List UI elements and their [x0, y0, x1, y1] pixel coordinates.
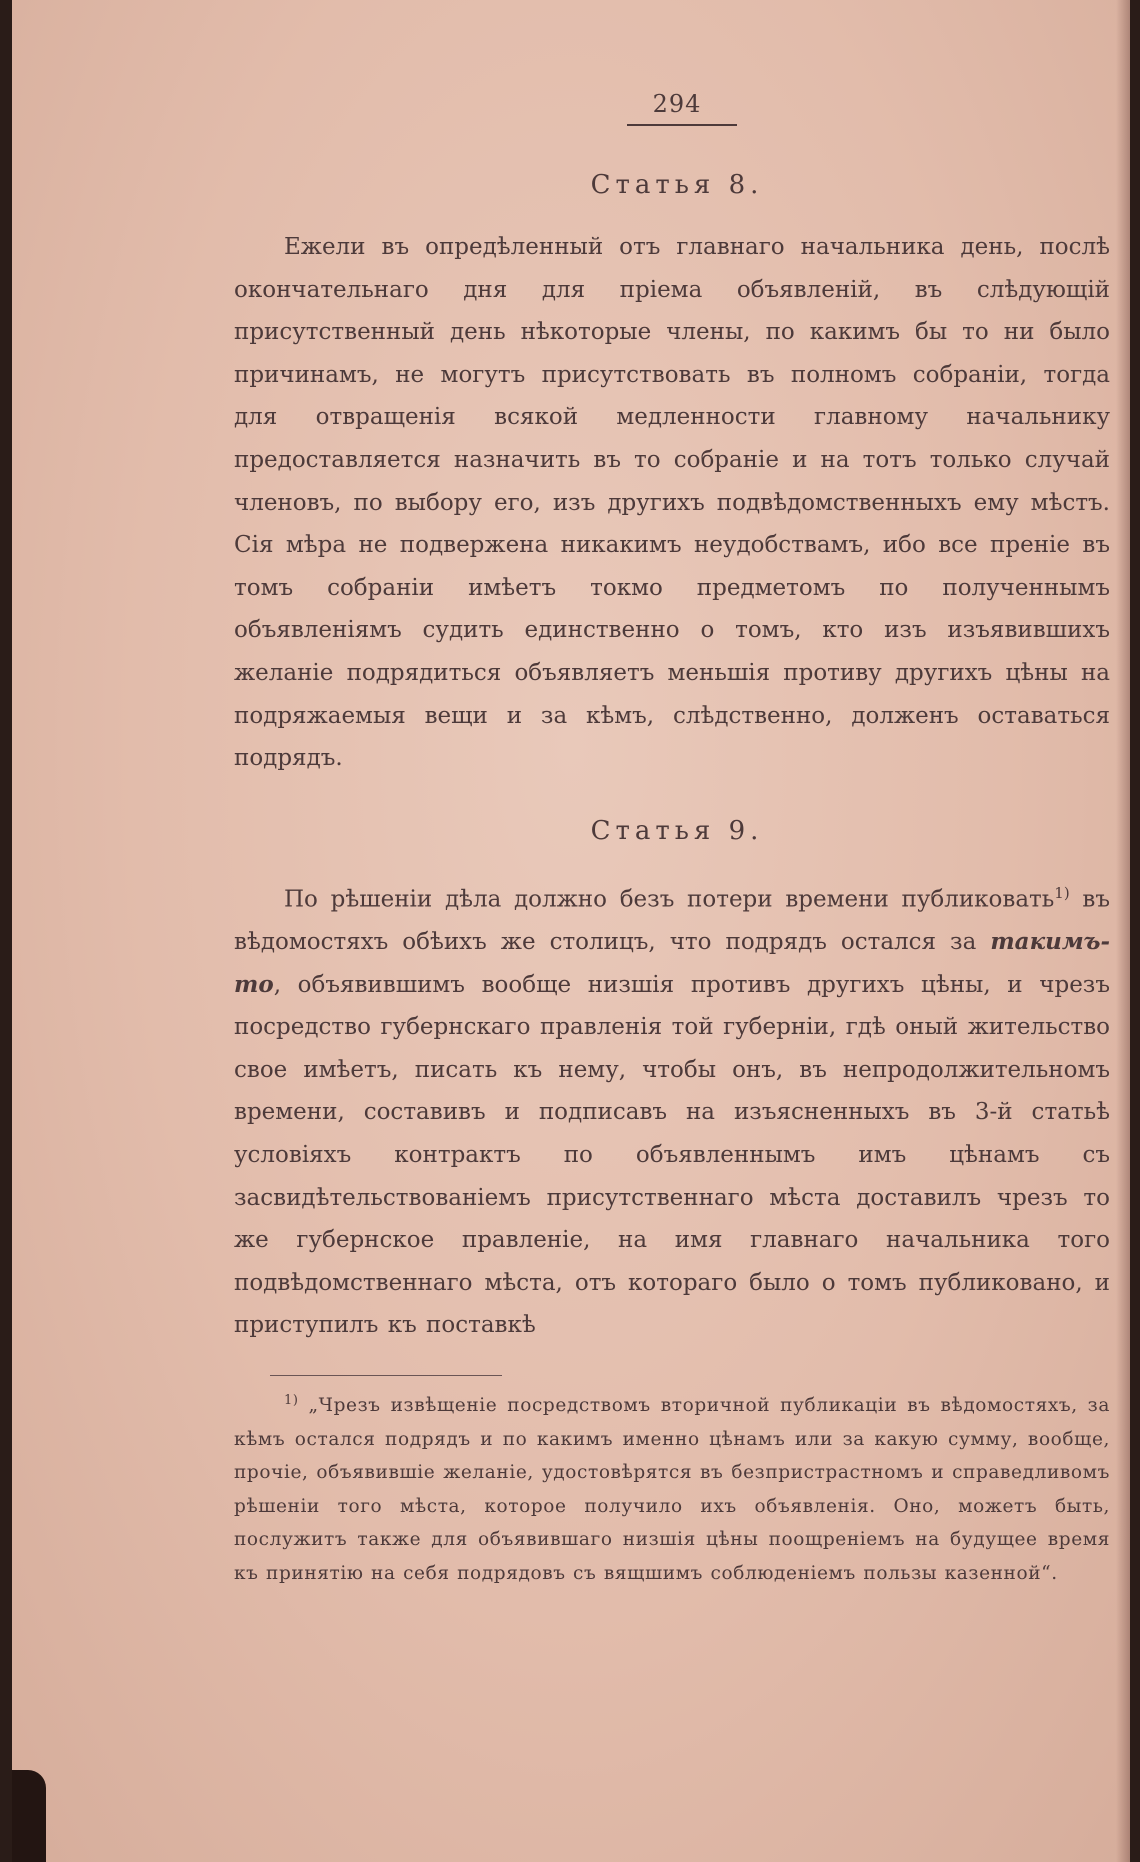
page-edge-shadow	[1116, 0, 1130, 1862]
article-9-text-part1: По рѣшеніи дѣла должно безъ потери времени публиковать	[284, 886, 1055, 913]
article-9-emphasis: такимъ-то	[234, 927, 1110, 998]
footnote-reference: 1)	[1054, 883, 1070, 902]
article-8-heading: Статья 8.	[590, 170, 764, 200]
book-page	[12, 0, 1130, 1862]
article-9-text-part2: въ вѣдомостяхъ обѣихъ же столицъ, что подрядъ остался за	[234, 886, 1110, 955]
footnote	[234, 1384, 1110, 1591]
corner-shadow	[12, 1770, 46, 1862]
page-text	[234, 90, 1110, 1591]
footnote-text: „Чрезъ извѣщеніе посредствомъ вторичной публикаціи въ вѣдомостяхъ, за кѣмъ остался подрядъ и по какимъ именно цѣнамъ или за какую сумму, вообще, прочіе, объявившіе желаніе, удостовѣрятся въ безпристрастномъ и справедливомъ рѣшеніи того мѣста, которое получило ихъ объявленія. Оно, можетъ быть, послужитъ также для объявившаго низшія цѣны поощреніемъ на будущее время къ принятію на себя подрядовъ съ вящшимъ соблюденіемъ пользы казенной“.	[234, 1395, 1110, 1585]
footnote-marker: 1)	[284, 1392, 299, 1408]
article-8-paragraph: Ежели въ опредѣленный отъ главнаго начальника день, послѣ окончательнаго дня для пріема объявленій, въ слѣдующій присутственный день нѣкоторые члены, по какимъ бы то ни было причинамъ, не могутъ присутствовать въ полномъ собраніи, тогда для отвращенія всякой медленности главному начальнику предоставляется назначить въ то собраніе и на тотъ только случай членовъ, по выбору его, изъ другихъ подвѣдомственныхъ ему мѣстъ. Сія мѣра не подвержена никакимъ неудобствамъ, ибо все преніе въ томъ собраніи имѣетъ токмо предметомъ по полученнымъ объявленіямъ судить единственно о томъ, кто изъ изъявившихъ желаніе подрядиться объявляетъ меньшія противу другихъ цѣны на подряжаемыя вещи и за кѣмъ, слѣдственно, долженъ оставаться подрядъ.	[234, 234, 1110, 772]
page-number-rule	[627, 124, 737, 126]
article-9-text-part3: , объявившимъ вообще низшія противъ другихъ цѣны, и чрезъ посредство губернскаго правленія той губерніи, гдѣ оный жительство свое имѣетъ, писать къ нему, чтобы онъ, въ непродолжительномъ времени, составивъ и подписавъ на изъясненныхъ въ 3-й статьѣ условіяхъ контрактъ по объявленнымъ имъ цѣнамъ съ засвидѣтельствованіемъ присутственнаго мѣста доставилъ чрезъ то же губернское правленіе, на имя главнаго начальника того подвѣдомственнаго мѣста, отъ котораго было о томъ публиковано, и приступилъ къ поставкѣ	[234, 971, 1110, 1339]
footnote-separator	[270, 1375, 502, 1376]
article-9-paragraph	[234, 872, 1110, 1347]
article-9-heading: Статья 9.	[590, 815, 764, 846]
page-number: 294	[652, 90, 702, 118]
